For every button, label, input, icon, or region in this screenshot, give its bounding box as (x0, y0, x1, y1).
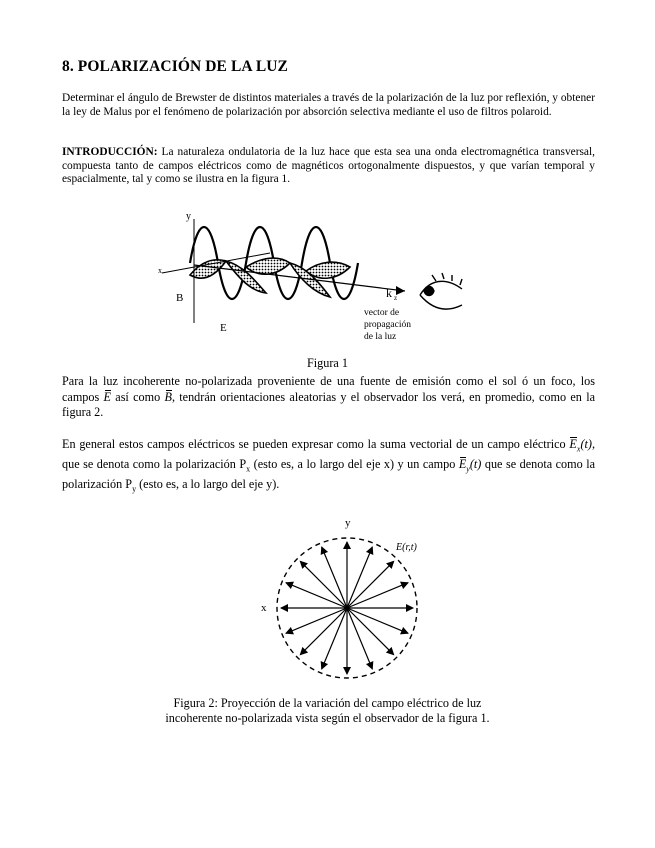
field-arrow (347, 608, 394, 655)
intro-heading: INTRODUCCIÓN: (62, 146, 158, 158)
vector-ey: E (458, 456, 467, 471)
fig1-vector-line1: vector de (364, 308, 400, 318)
objective-paragraph: Determinar el ángulo de Brewster de distintos materiales a través de la polarización de la luz por reflexión, y obtener la ley de Malus por el fenómeno de polarización por absorción selectiva mediante el uso de filtros polaroid. (62, 92, 595, 118)
field-arrows (281, 542, 413, 674)
fig1-label-kz-sub: z (394, 294, 398, 302)
intro-paragraph (62, 146, 595, 187)
field-components-paragraph: En general estos campos eléctricos se pueden expresar como la suma vectorial de un campo eléctrico $E_x(t)$, que se denota como la polarización $P_x$ (esto es, a lo largo del eje x) y un campo $E_y(t)$ que se denota como la polarización $P_y$ (esto es, a lo largo del eje y). (62, 437, 595, 494)
intro-text: La naturaleza ondulatoria de la luz hace que esta sea una onda electromagnética transversal, compuesta tanto de campos eléctricos como de magnéticos ortogonalmente dispuestos, y que varían temporal y espacialmente, tal y como se ilustra en la figura 1. (62, 146, 595, 186)
figure-2-random-field (255, 512, 430, 692)
incoherent-light-paragraph: Para la luz incoherente no-polarizada proveniente de una fuente de emisión como el sol ó un foco, los campos E así como B, tendrán orientaciones aleatorias y el observador los verá, en promedio, como en la figura 2. (62, 374, 595, 419)
fig1-label-kz: k (386, 286, 392, 300)
field-arrow (300, 561, 347, 608)
fig1-label-b: B (176, 292, 184, 304)
fig2-label-y: y (345, 517, 351, 529)
figure-2-caption-line-2: incoherente no-polarizada vista según el observador de la figura 1. (165, 711, 490, 725)
section-title: 8. POLARIZACIÓN DE LA LUZ (62, 58, 288, 75)
figure-2-caption-line-1: Figura 2: Proyección de la variación del campo eléctrico de luz (173, 696, 482, 710)
vector-e: E (103, 389, 111, 404)
fig2-label-field: E(r,t) (396, 542, 417, 553)
figure-1-em-wave (150, 205, 480, 350)
b-field-lobes (190, 258, 350, 297)
figure-2-caption (120, 696, 535, 726)
observer-eye-icon (420, 273, 462, 309)
fig1-vector-line3: de la luz (364, 332, 397, 342)
fig1-label-y: y (186, 211, 191, 222)
field-arrow (347, 561, 394, 608)
vector-ex: E (569, 437, 577, 451)
fig1-label-x: x (158, 266, 162, 275)
figure-1-caption: Figura 1 (307, 356, 348, 370)
field-arrow (300, 608, 347, 655)
fig1-vector-line2: propagación (364, 320, 411, 330)
fig1-label-e: E (220, 322, 227, 334)
vector-b: B (164, 389, 172, 404)
fig2-label-x: x (261, 602, 267, 614)
